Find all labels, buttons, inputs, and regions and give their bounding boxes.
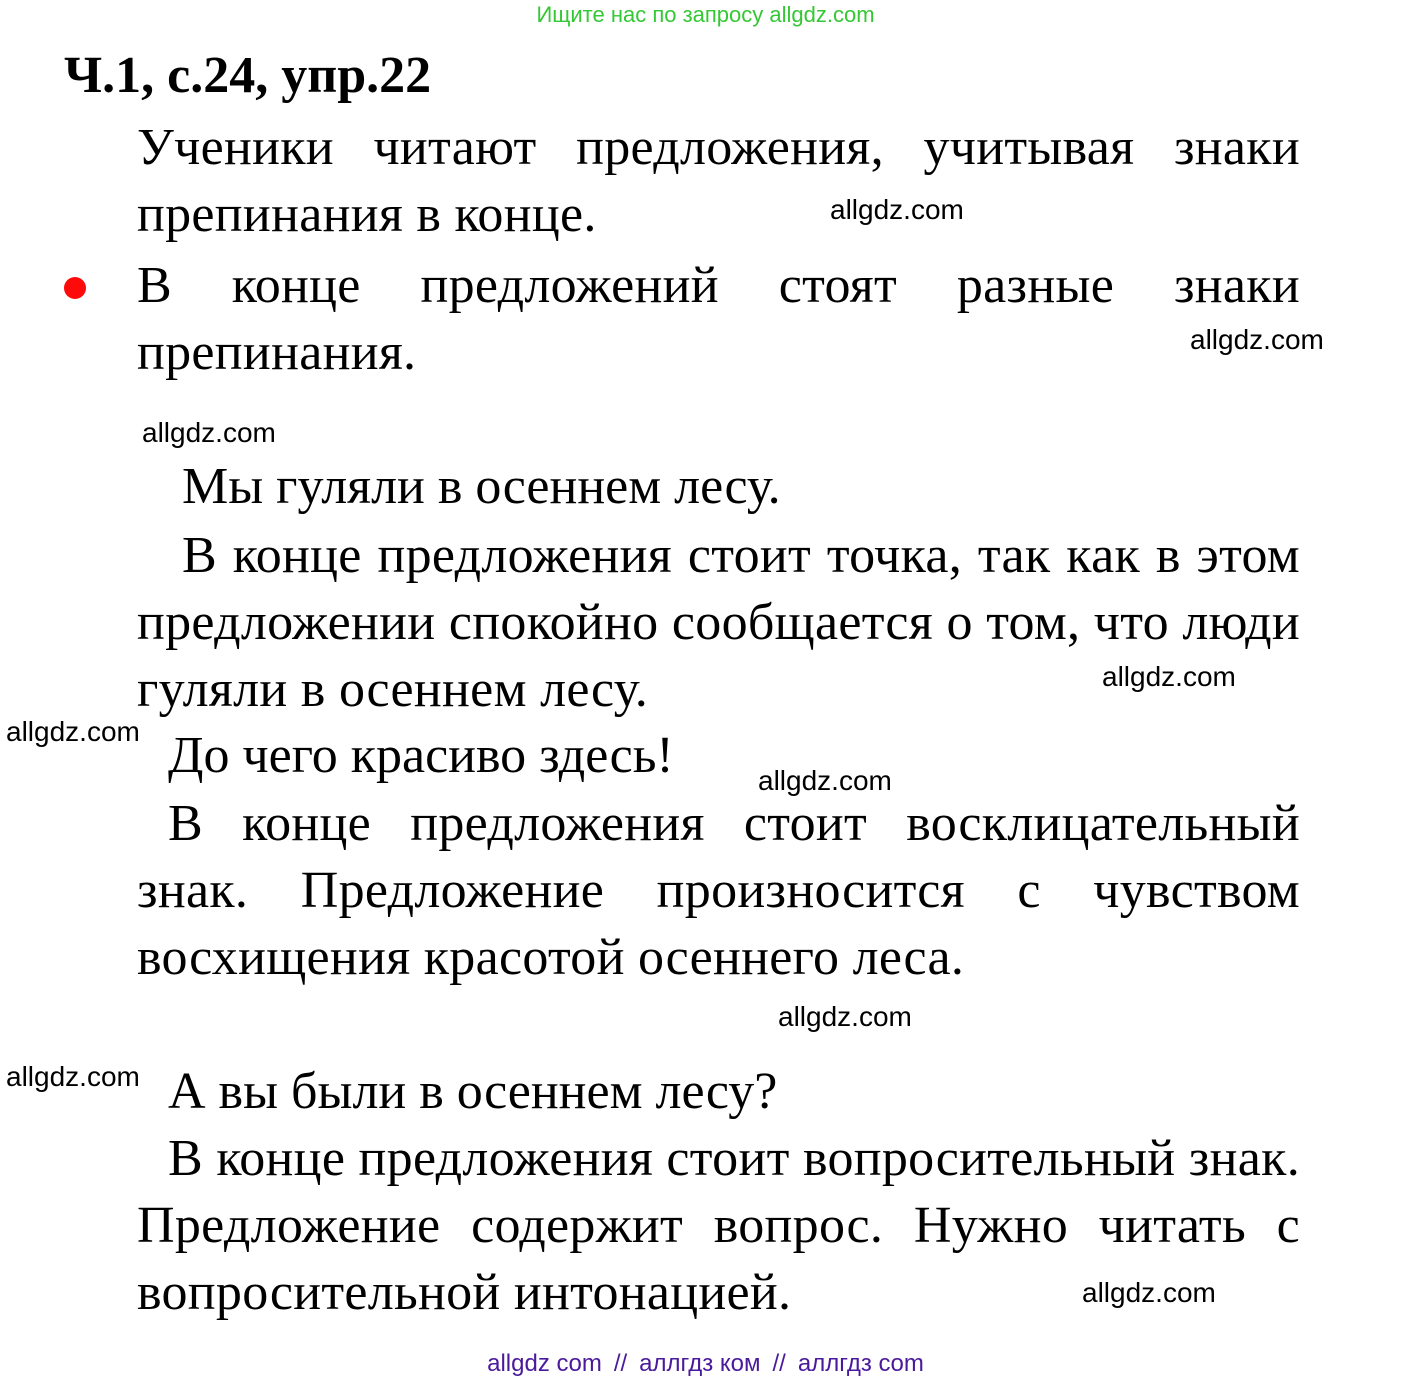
search-banner: Ищите нас по запросу allgdz.com	[536, 2, 875, 27]
footer-separator: //	[772, 1350, 786, 1377]
bullet-dot-icon	[64, 277, 86, 299]
watermark: allgdz.com	[6, 1061, 140, 1092]
watermark: allgdz.com	[830, 194, 964, 225]
footer-link-2: аллгдз ком	[639, 1350, 761, 1377]
page-title: Ч.1, с.24, упр.22	[64, 47, 432, 104]
watermark: allgdz.com	[778, 1001, 912, 1032]
example-sentence-1: Мы гуляли в осеннем лесу.	[182, 458, 781, 515]
explanation-3: В конце предложения стоит вопросительный знак. Предложение содержит вопрос. Нужно читать с вопросительной интонацией.	[137, 1130, 1300, 1321]
watermark: allgdz.com	[1190, 324, 1324, 355]
footer-link-1: allgdz com	[487, 1350, 602, 1377]
example-sentence-2: До чего красиво здесь!	[168, 727, 674, 784]
watermark: allgdz.com	[142, 417, 276, 448]
watermark: allgdz.com	[1082, 1277, 1216, 1308]
bullet-paragraph: В конце предложений стоят разные знаки препинания.	[137, 257, 1300, 381]
example-sentence-3: А вы были в осеннем лесу?	[168, 1063, 778, 1120]
explanation-2: В конце предложения стоит восклицательный знак. Предложение произносится с чувством восхищения красотой осеннего леса.	[137, 795, 1300, 986]
intro-paragraph: Ученики читают предложения, учитывая знаки препинания в конце.	[137, 119, 1300, 243]
footer	[0, 1350, 1411, 1378]
footer-link-3: аллгдз com	[797, 1350, 924, 1377]
footer-separator: //	[613, 1350, 628, 1377]
explanation-1: В конце предложения стоит точка, так как в этом предложении спокойно сообщается о том, что люди гуляли в осеннем лесу.	[137, 527, 1300, 718]
watermark: allgdz.com	[6, 716, 140, 747]
watermark: allgdz.com	[1102, 661, 1236, 692]
watermark: allgdz.com	[758, 765, 892, 796]
